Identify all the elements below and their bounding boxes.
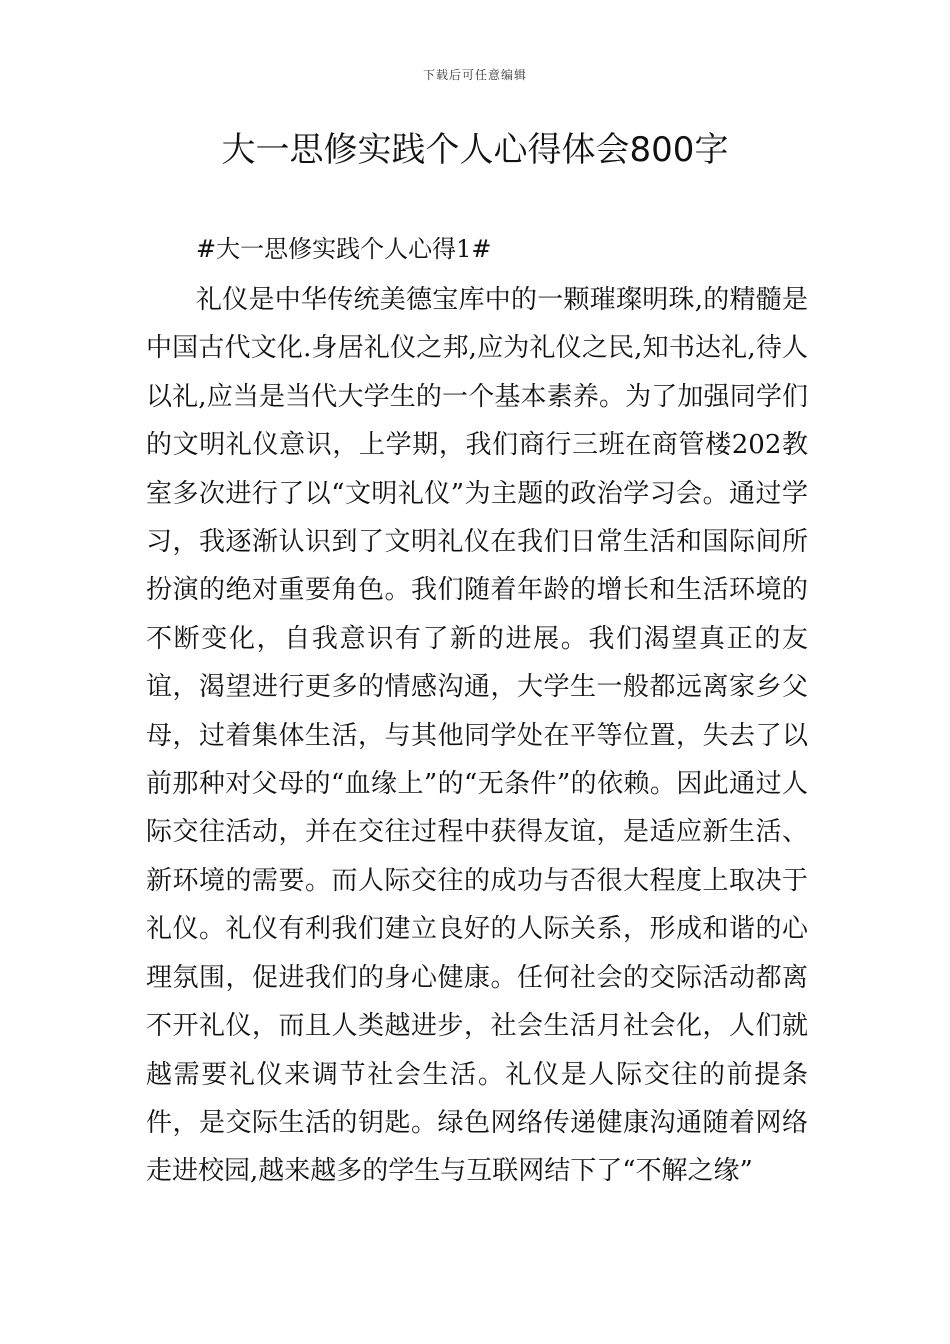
- header-note: 下载后可任意编辑: [422, 68, 527, 82]
- body-paragraph: 礼仪是中华传统美德宝库中的一颗璀璨明珠,的精髓是中国古代文化.身居礼仪之邦,应为礼仪之民,知书达礼,待人以礼,应当是当代大学生的一个基本素养。为了加强同学们的文明礼仪意识，上学期，我们商行三班在商管楼202教室多次进行了以“文明礼仪”为主题的政治学习会。通过学习，我逐渐认识到了文明礼仪在我们日常生活和国际间所扮演的绝对重要角色。我们随着年龄的增长和生活环境的不断变化，自我意识有了新的进展。我们渴望真正的友谊，渴望进行更多的情感沟通，大学生一般都远离家乡父母，过着集体生活，与其他同学处在平等位置，失去了以前那种对父母的“血缘上”的“无条件”的依赖。因此通过人际交往活动，并在交往过程中获得友谊，是适应新生活、新环境的需要。而人际交往的成功与否很大程度上取决于礼仪。礼仪有利我们建立良好的人际关系，形成和谐的心理氛围，促进我们的身心健康。任何社会的交际活动都离不开礼仪，而且人类越进步，社会生活月社会化，人们就越需要礼仪来调节社会生活。礼仪是人际交往的前提条件，是交际生活的钥匙。绿色网络传递健康沟通随着网络走进校园,越来越多的学生与互联网结下了“不解之缘”: [146, 285, 808, 1187]
- section-heading: #大一思修实践个人心得1#: [196, 235, 492, 263]
- document-title: 大一思修实践个人心得体会800字: [221, 130, 729, 170]
